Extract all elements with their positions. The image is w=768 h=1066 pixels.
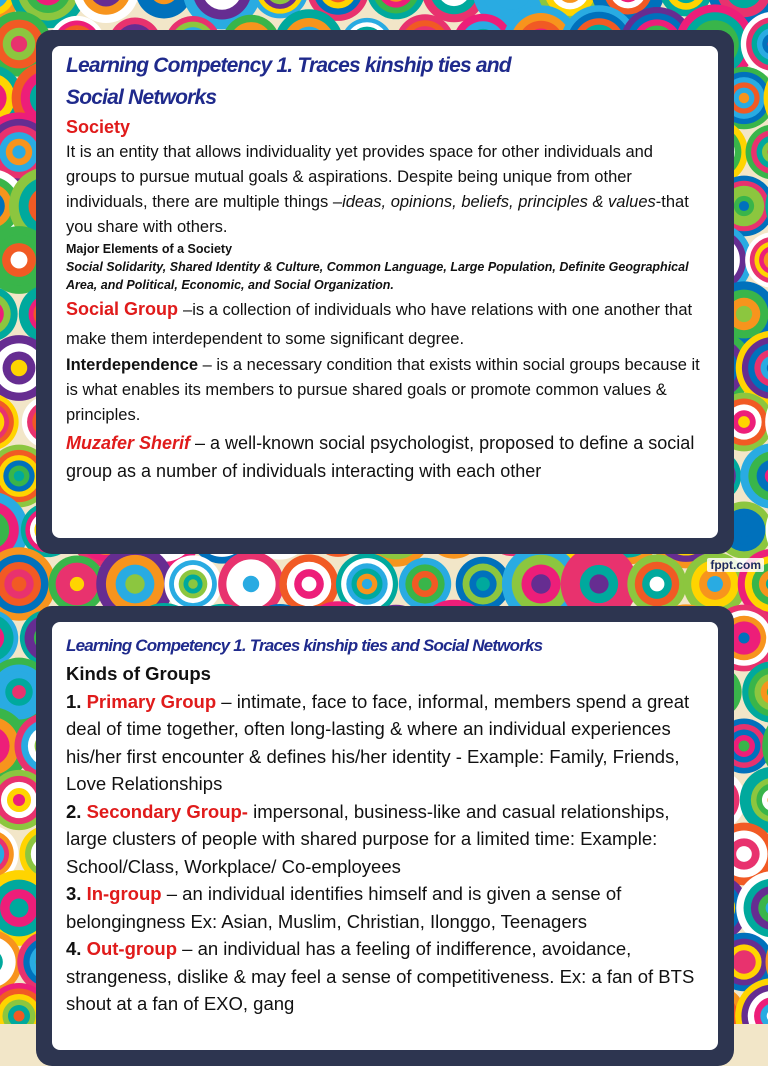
society-tail: -that you share with others. — [66, 193, 689, 236]
social-group-term: Social Group — [66, 299, 183, 319]
kind-text: – an individual identifies himself and is given a sense of belongingness Ex: Asian, Muslim, Christian, Ilonggo, Teenagers — [66, 883, 621, 932]
interdependence-paragraph — [66, 353, 708, 428]
major-elements-text: Social Solidarity, Shared Identity & Culture, Common Language, Large Population, Definite Geographical Area, and Political, Economic, and Social Organization. — [66, 258, 708, 294]
kind-number: 1. — [66, 691, 87, 712]
kind-item — [66, 935, 708, 1018]
sherif-text: – a well-known social psychologist, proposed to define a social group as a number of individuals interacting with each other — [66, 433, 694, 481]
slide-2 — [0, 578, 768, 1024]
kind-text: – an individual has a feeling of indifference, avoidance, strangeness, dislike & may feel a sense of competitiveness. Ex: a fan of BTS shout at a fan of EXO, gang — [66, 938, 694, 1014]
sherif-term: Muzafer Sherif — [66, 433, 190, 453]
kind-item — [66, 880, 708, 935]
kind-term: Secondary Group- — [87, 801, 248, 822]
kind-term: Primary Group — [87, 691, 217, 712]
kind-number: 3. — [66, 883, 87, 904]
social-group-text: –is a collection of individuals who have relations with one another that make them interdependent to some significant degree. — [66, 301, 692, 348]
slide-2-content — [66, 632, 708, 1018]
slide-1-title-line-1: Learning Competency 1. Traces kinship ties and — [66, 50, 708, 82]
slide-2-title: Learning Competency 1. Traces kinship ties and Social Networks — [66, 632, 708, 660]
society-paragraph — [66, 140, 708, 240]
interdependence-text: – is a necessary condition that exists within social groups because it is what enables its members to pursue shared goals or promote common values & principles. — [66, 356, 700, 424]
society-text: It is an entity that allows individuality yet provides space for other individuals and groups to pursue mutual goals & aspirations. Despite being unique from other individuals, there are multiple things – — [66, 143, 653, 211]
slide-1-title-line-2: Social Networks — [66, 82, 708, 114]
fppt-watermark: fppt.com — [707, 558, 764, 572]
society-heading: Society — [66, 114, 708, 140]
society-italic: ideas, opinions, beliefs, principles & values — [342, 193, 656, 211]
slide-1-content — [66, 50, 708, 485]
social-group-paragraph — [66, 296, 708, 353]
kind-item — [66, 798, 708, 881]
major-elements-heading: Major Elements of a Society — [66, 240, 708, 258]
slide-1-frame — [36, 30, 734, 554]
interdependence-term: Interdependence — [66, 356, 198, 374]
kind-item — [66, 688, 708, 798]
slide-2-frame — [36, 606, 734, 1066]
slide-1-panel — [52, 46, 718, 538]
kind-number: 4. — [66, 938, 87, 959]
kind-text: impersonal, business-like and casual relationships, large clusters of people with shared purpose for a limited time: Example: School/Class, Workplace/ Co-employees — [66, 801, 670, 877]
kind-text: – intimate, face to face, informal, members spend a great deal of time together, often long-lasting & where an individual experiences his/her first encounter & defines his/her identity - Example: Family, Friends, Love Relationships — [66, 691, 689, 795]
sherif-paragraph — [66, 430, 708, 485]
kinds-heading: Kinds of Groups — [66, 660, 708, 688]
kind-number: 2. — [66, 801, 87, 822]
kind-term: Out-group — [87, 938, 177, 959]
slide-2-panel — [52, 622, 718, 1050]
kinds-list — [66, 688, 708, 1018]
kind-term: In-group — [87, 883, 162, 904]
